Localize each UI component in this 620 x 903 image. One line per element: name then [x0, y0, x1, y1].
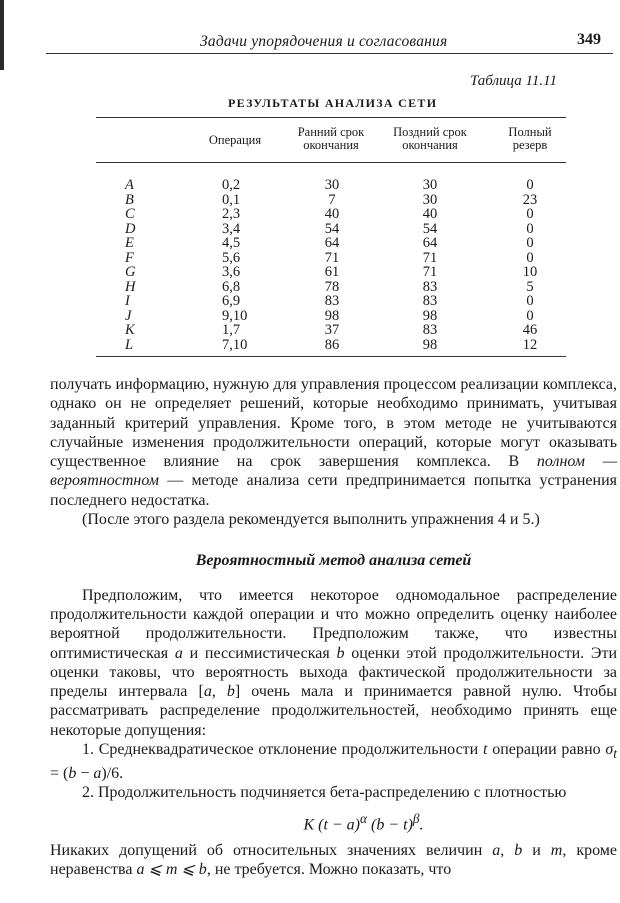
cell-late: 83: [422, 322, 438, 338]
cell-id: D: [125, 220, 136, 237]
column-header-operation: Операция: [208, 133, 262, 147]
cell-id: I: [125, 293, 130, 309]
header-rule: [46, 53, 613, 54]
cell-reserve: 0: [526, 293, 534, 309]
table-row: [0, 236, 620, 251]
cell-early: 78: [324, 278, 340, 295]
cell-reserve: 12: [522, 336, 538, 353]
table-row: [0, 338, 620, 353]
cell-early: 98: [324, 307, 340, 324]
cell-id: K: [125, 322, 135, 338]
table-row: [0, 323, 620, 338]
cell-id: E: [125, 235, 134, 251]
table-title: РЕЗУЛЬТАТЫ АНАЛИЗА СЕТИ: [228, 96, 438, 110]
cell-late: 71: [422, 264, 438, 280]
cell-id: A: [125, 177, 134, 193]
cell-early: 86: [324, 336, 340, 353]
cell-reserve: 0: [526, 206, 534, 222]
table-row: [0, 178, 620, 193]
cell-operation: 3,6: [222, 264, 241, 280]
paragraph-assumptions: Предположим, что имеется некоторое одномодальное распределение продолжительности каждой операции и что можно определить оценку наиболее вероятной продолжительности. Предположим также, что известны оптимистическая a и пессимистическая b оценки этой продолжительности. Эти оценки таковы, что вероятность выхода фактической продолжительности за пределы интервала [a, b] очень мала и принимается равной нулю. Чтобы рассматривать распределение продолжительностей, необходимо принять еще некоторые допущения:: [50, 586, 618, 739]
table-rule-bottom: [96, 356, 566, 357]
cell-late: 83: [422, 293, 438, 309]
table-row: [0, 280, 620, 295]
paragraph-exercise-note: (После этого раздела рекомендуется выполнить упражнения 4 и 5.): [82, 511, 540, 529]
cell-id: L: [125, 336, 134, 353]
cell-early: 83: [324, 293, 340, 309]
page-number: 349: [577, 31, 601, 48]
cell-early: 61: [324, 264, 340, 280]
cell-operation: 7,10: [222, 336, 248, 353]
cell-reserve: 46: [522, 322, 538, 338]
section-title: Вероятностный метод анализа сетей: [195, 552, 472, 570]
cell-operation: 0,2: [222, 177, 241, 193]
cell-early: 7: [328, 191, 336, 208]
cell-id: J: [125, 307, 132, 324]
column-header-late-finish: Поздний срок окончания: [393, 125, 467, 152]
cell-early: 64: [324, 235, 340, 251]
cell-late: 54: [422, 220, 438, 237]
body-text: [50, 375, 617, 879]
cell-id: B: [125, 191, 134, 208]
cell-id: C: [125, 206, 135, 222]
cell-reserve: 0: [526, 235, 534, 251]
table-row: [0, 207, 620, 222]
paragraph-continuation: получать информацию, нужную для управления процессом реализации комплекса, однако он не определяет решений, которые необходимо принимать, учитывая заданный критерий управления. Кроме того, в этом методе не учитываются случайные изменения продолжительности операций, которые могут оказывать существенное влияние на срок завершения комплекса. В полном — вероятностном — методе анализа сети предпринимается попытка устранения последнего недостатка.: [50, 376, 617, 509]
table-row: [0, 251, 620, 266]
cell-id: G: [125, 264, 136, 280]
cell-reserve: 0: [526, 177, 534, 193]
cell-reserve: 10: [522, 264, 538, 280]
cell-late: 64: [422, 235, 438, 251]
cell-id: H: [125, 278, 136, 295]
cell-reserve: 0: [526, 307, 534, 324]
table-row: [0, 309, 620, 324]
cell-operation: 9,10: [222, 307, 248, 324]
assumption-2: 2. Продолжительность подчиняется бета-распределению с плотностью: [82, 783, 567, 801]
emphasis-probabilistic: полном — вероятностном: [50, 453, 617, 490]
cell-operation: 2,3: [222, 206, 241, 222]
paragraph-no-assumptions: Никаких допущений об относительных значениях величин a, b и m, кроме неравенства a ⩽ m ⩽ b, не требуется. Можно показать, что: [50, 841, 618, 879]
page-edge-mark: [0, 0, 4, 70]
cell-reserve: 0: [526, 220, 534, 237]
column-header-early-finish: Ранний срок окончания: [297, 125, 365, 152]
assumption-1: 1. Среднеквадратическое отклонение продолжительности t операции равно $\sigma_t = (b - a)/6$.: [50, 741, 617, 782]
table-rule-header: [96, 162, 566, 163]
table-row: [0, 193, 620, 208]
beta-density-formula: K $(t - a)^\alpha$ $(b - t)^\beta$.: [303, 811, 424, 834]
cell-early: 54: [324, 220, 340, 237]
cell-operation: 6,9: [222, 293, 241, 309]
running-head: Задачи упорядочения и согласования: [200, 33, 448, 50]
table-rule-top: [96, 117, 566, 118]
cell-early: 40: [324, 206, 340, 222]
cell-late: 30: [422, 191, 438, 208]
cell-operation: 1,7: [222, 322, 241, 338]
cell-late: 98: [422, 336, 438, 353]
cell-late: 30: [422, 177, 438, 193]
table-row: [0, 222, 620, 237]
cell-reserve: 0: [526, 249, 534, 266]
table-row: [0, 265, 620, 280]
cell-operation: 0,1: [222, 191, 241, 208]
cell-operation: 5,6: [222, 249, 241, 266]
column-header-total-float: Полный резерв: [508, 125, 552, 152]
cell-operation: 3,4: [222, 220, 241, 237]
cell-early: 37: [324, 322, 340, 338]
cell-early: 30: [324, 177, 340, 193]
table-caption: Таблица 11.11: [470, 73, 557, 89]
cell-early: 71: [324, 249, 340, 266]
cell-late: 40: [422, 206, 438, 222]
cell-late: 71: [422, 249, 438, 266]
cell-id: F: [125, 249, 134, 266]
cell-operation: 6,8: [222, 278, 241, 295]
cell-reserve: 23: [522, 191, 538, 208]
table-row: [0, 294, 620, 309]
cell-late: 83: [422, 278, 438, 295]
cell-reserve: 5: [526, 278, 534, 295]
cell-late: 98: [422, 307, 438, 324]
cell-operation: 4,5: [222, 235, 241, 251]
